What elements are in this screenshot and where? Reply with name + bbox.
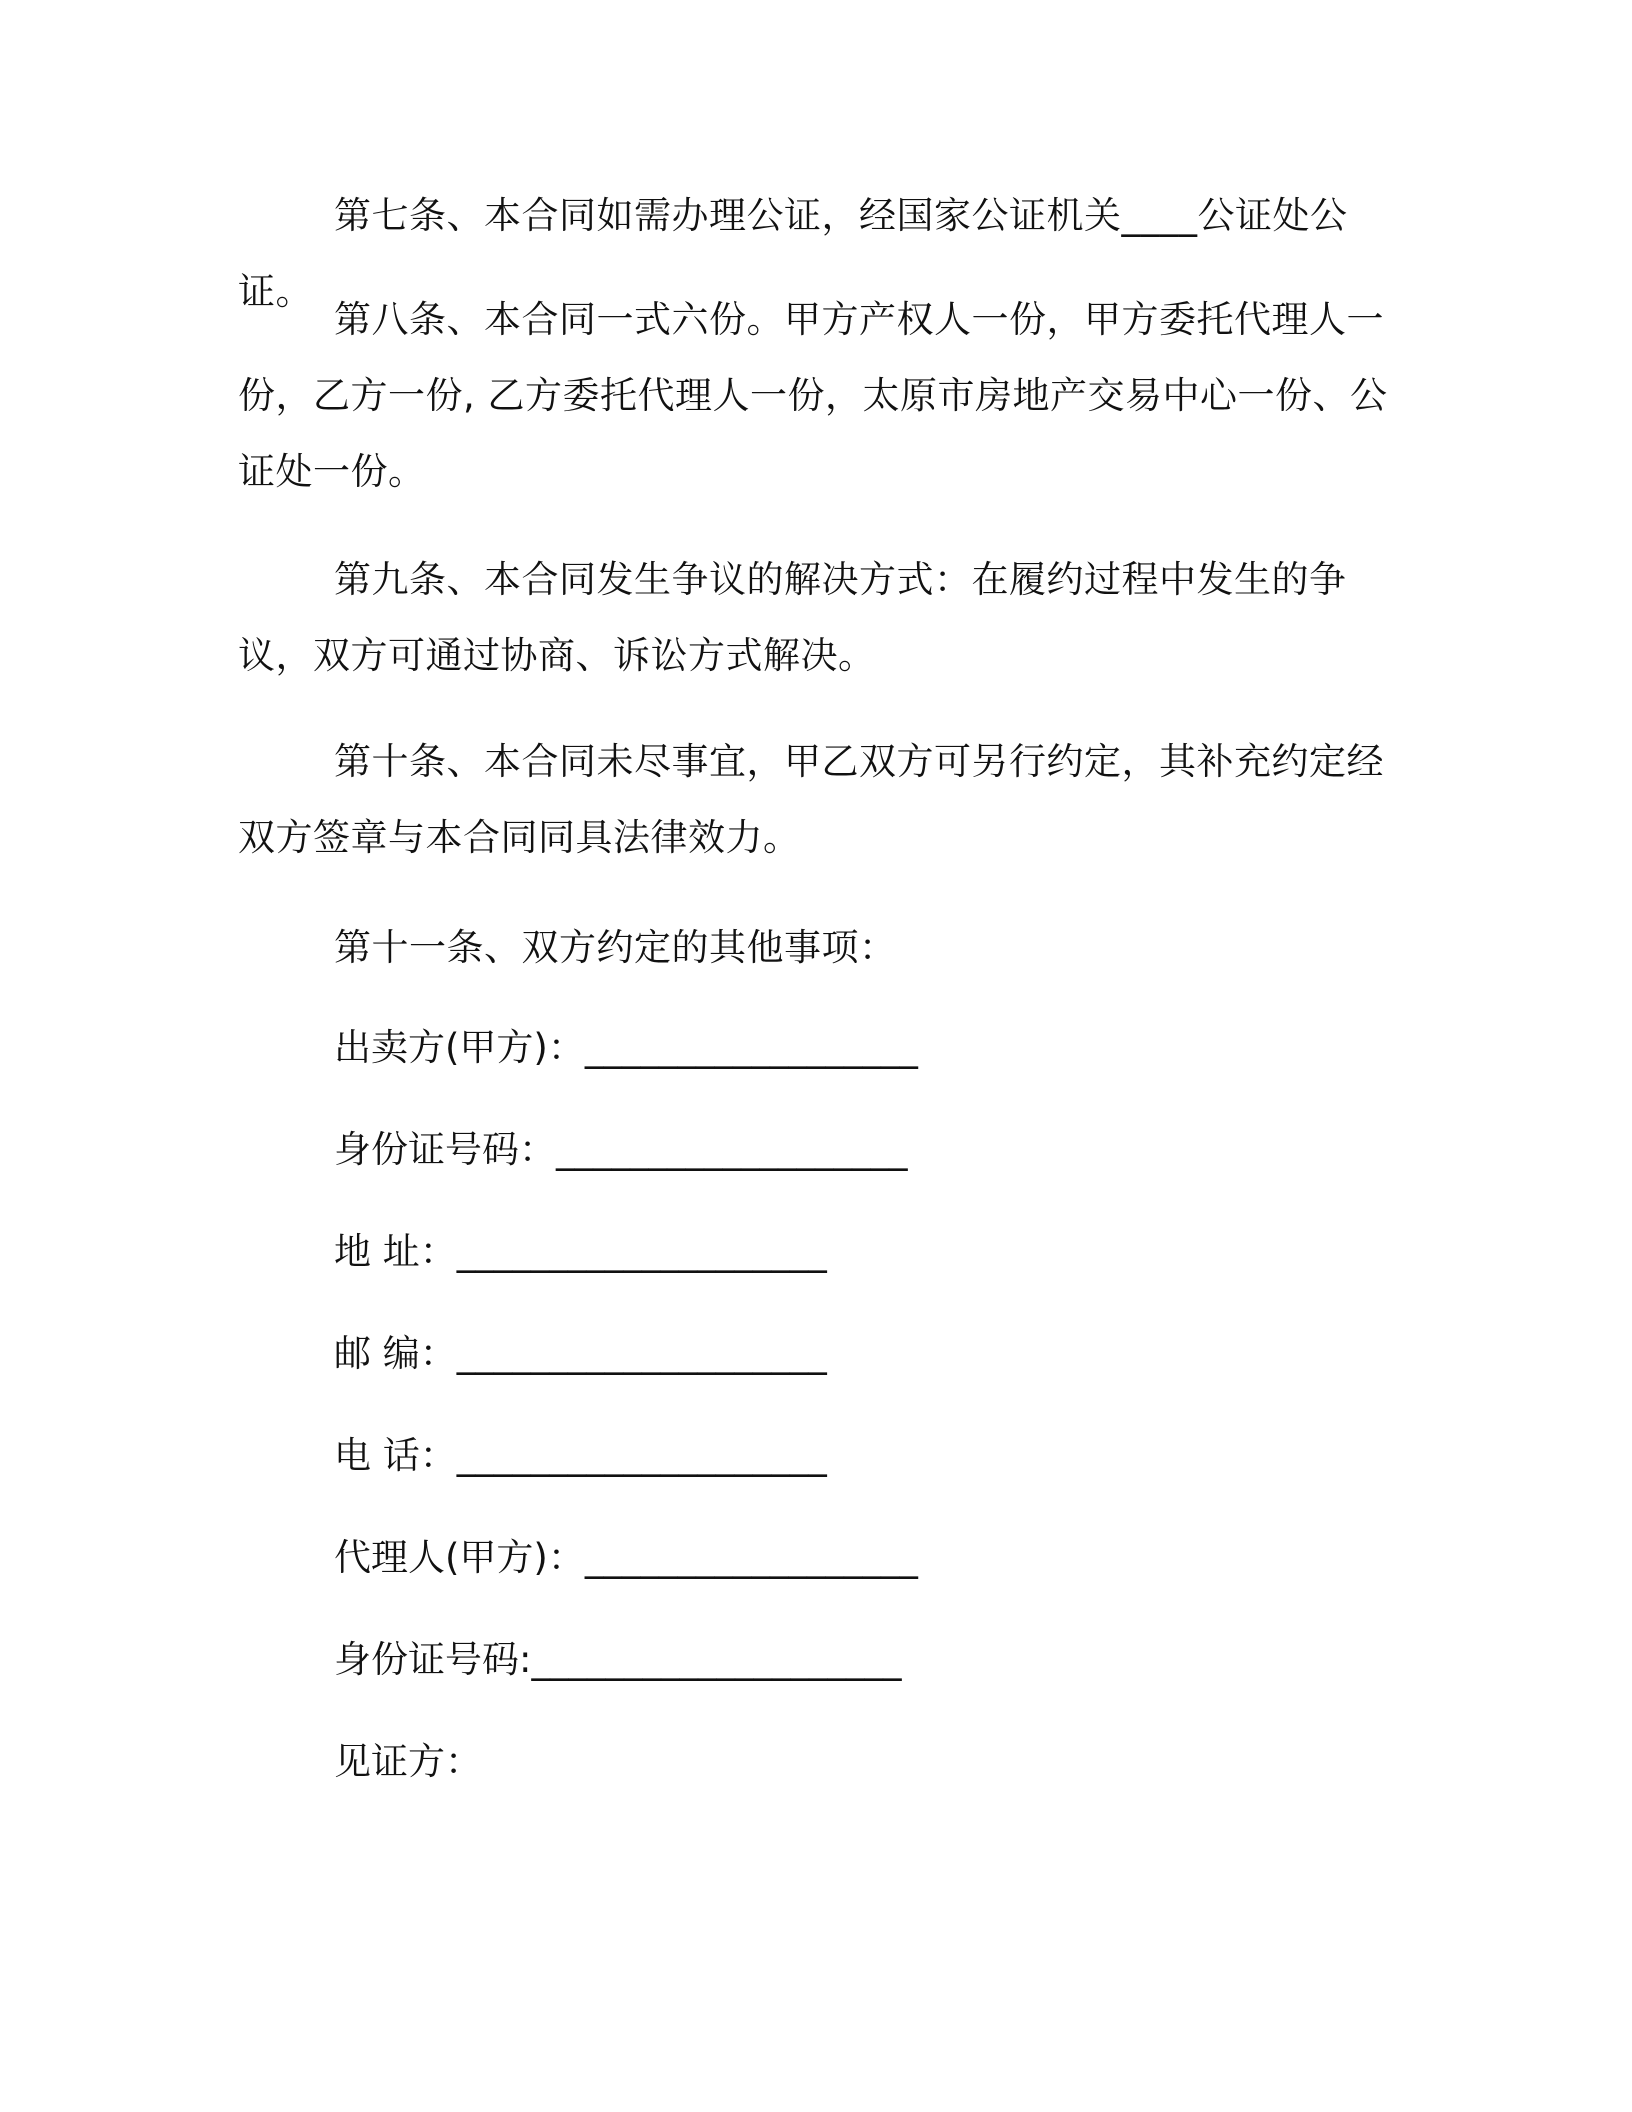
agent-field: 代理人(甲方)：__________________ (334, 1536, 918, 1579)
phone-field: 电 话：____________________ (334, 1434, 827, 1477)
witness-field: 见证方： (334, 1740, 482, 1783)
clause-11: 第十一条、双方约定的其他事项： (334, 926, 897, 969)
seller-id-field: 身份证号码：___________________ (334, 1128, 908, 1171)
address-field: 地 址：____________________ (334, 1230, 827, 1273)
agent-id-field: 身份证号码:____________________ (334, 1638, 902, 1681)
clause-10: 第十条、本合同未尽事宜，甲乙双方可另行约定，其补充约定经双方签章与本合同同具法律效力。 (238, 740, 1384, 859)
postcode-field: 邮 编：____________________ (334, 1332, 827, 1375)
clause-8: 第八条、本合同一式六份。甲方产权人一份，甲方委托代理人一份，乙方一份, 乙方委托代理人一份，太原市房地产交易中心一份、公证处一份。 (238, 298, 1388, 493)
seller-field: 出卖方(甲方)：__________________ (334, 1026, 918, 1069)
clause-9: 第九条、本合同发生争议的解决方式：在履约过程中发生的争议，双方可通过协商、诉讼方式解决。 (238, 558, 1347, 677)
clause-7: 第七条、本合同如需办理公证，经国家公证机关____公证处公证。 (238, 194, 1348, 313)
